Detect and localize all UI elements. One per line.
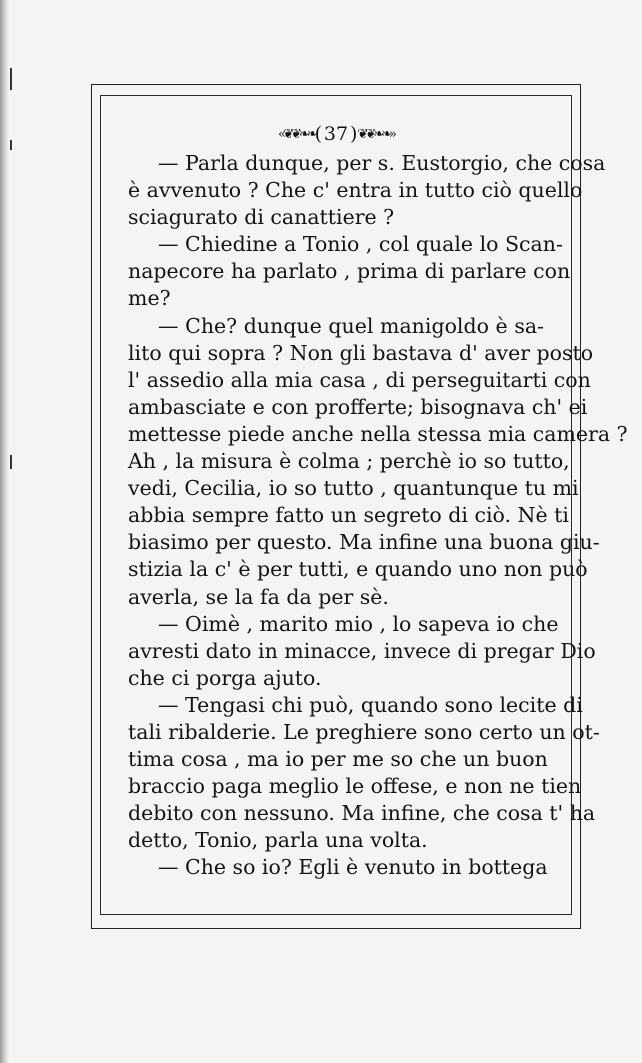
text-line: tali ribalderie. Le preghiere sono certo un ot-	[128, 719, 600, 744]
text-line: biasimo per questo. Ma infine una buona giu-	[128, 530, 600, 555]
text-line: abbia sempre fatto un segreto di ciò. Nè ti	[128, 503, 569, 528]
text-line: che ci porga ajuto.	[128, 665, 322, 690]
text-line: — Tengasi chi può, quando sono lecite di	[158, 692, 583, 717]
text-line: detto, Tonio, parla una volta.	[128, 828, 428, 853]
text-line: sciagurato di canattiere ?	[128, 205, 395, 230]
spine-mark	[10, 140, 12, 150]
ornament-right: ❦❦❧❧»	[357, 127, 394, 142]
text-line: mettesse piede anche nella stessa mia camera ?	[128, 421, 628, 446]
text-line: lito qui sopra ? Non gli bastava d' aver posto	[128, 340, 594, 365]
text-line: tima cosa , ma io per me so che un buon	[128, 747, 548, 772]
running-head	[100, 120, 572, 149]
text-line: vedi, Cecilia, io so tutto , quantunque tu mi	[128, 476, 579, 501]
page-number: 37	[323, 123, 349, 145]
text-line: avresti dato in minacce, invece di pregar Dio	[128, 638, 596, 663]
text-line: — Che? dunque quel manigoldo è sa-	[158, 313, 544, 338]
text-line: braccio paga meglio le offese, e non ne tien	[128, 774, 582, 799]
text-line: debito con nessuno. Ma infine, che cosa t' ha	[128, 801, 596, 826]
spine-mark	[10, 68, 12, 90]
paren-close: )	[350, 123, 358, 145]
text-line: averla, se la fa da per sè.	[128, 584, 389, 609]
ornament-left: «❦❦❧❧	[278, 127, 315, 142]
book-spine-shadow	[0, 0, 9, 1063]
text-line: Ah , la misura è colma ; perchè io so tutto,	[128, 449, 570, 474]
text-line: — Chiedine a Tonio , col quale lo Scan-	[158, 232, 563, 257]
text-line: me?	[128, 286, 171, 311]
spine-mark	[10, 455, 12, 469]
text-line: — Che so io? Egli è venuto in bottega	[158, 855, 548, 880]
text-line: — Oimè , marito mio , lo sapeva io che	[158, 611, 559, 636]
text-line: è avvenuto ? Che c' entra in tutto ciò quello	[128, 178, 583, 203]
paren-open: (	[314, 123, 322, 145]
text-line: napecore ha parlato , prima di parlare con	[128, 259, 571, 284]
text-line: — Parla dunque, per s. Eustorgio, che cosa	[158, 151, 606, 175]
body-text	[128, 150, 628, 880]
text-line: l' assedio alla mia casa , di perseguitarti con	[128, 367, 591, 392]
text-line: stizia la c' è per tutti, e quando uno non può	[128, 557, 588, 582]
text-line: ambasciate e con profferte; bisognava ch' ei	[128, 394, 588, 419]
